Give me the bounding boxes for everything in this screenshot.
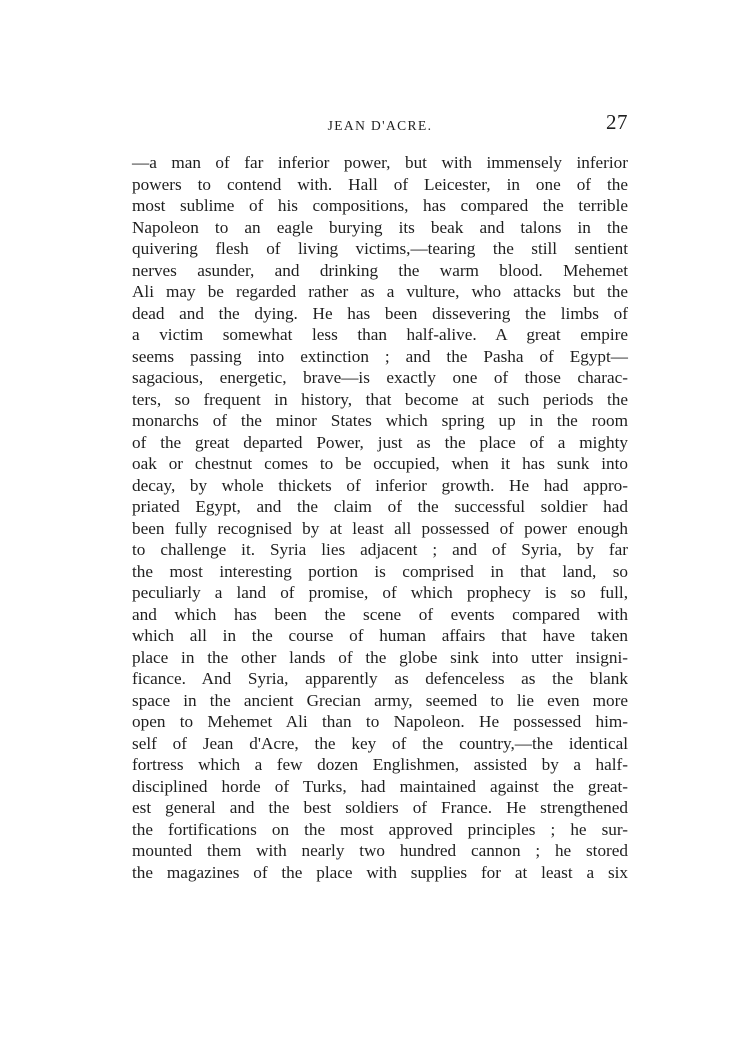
text-line: ters, so frequent in history, that become at such periods the (132, 389, 628, 409)
text-line: Ali may be regarded rather as a vulture, who attacks but the (132, 282, 628, 301)
text-line: self of Jean d'Acre, the key of the country,—the identical (132, 733, 628, 753)
text-line: the magazines of the place with supplies for at least a six (132, 862, 628, 882)
body-text (132, 152, 628, 883)
running-title: JEAN D'ACRE. (327, 118, 433, 133)
text-line: —a man of far inferior power, but with immensely inferior (132, 153, 628, 172)
text-line: oak or chestnut comes to be occupied, when it has sunk into (132, 454, 628, 473)
text-line: and which has been the scene of events compared with (132, 604, 628, 624)
text-line: monarchs of the minor States which spring up in the room (132, 411, 628, 430)
text-line: which all in the course of human affairs that have taken (132, 626, 628, 645)
text-line: Napoleon to an eagle burying its beak and talons in the (132, 217, 628, 237)
text-line: the most interesting portion is comprised in that land, so (132, 561, 628, 581)
text-line: fortress which a few dozen Englishmen, assisted by a half- (132, 755, 628, 774)
text-line: of the great departed Power, just as the place of a mighty (132, 432, 628, 452)
page-number: 27 (606, 110, 628, 134)
running-head (132, 110, 628, 144)
text-line: a victim somewhat less than half-alive. A great empire (132, 325, 628, 344)
text-line: open to Mehemet Ali than to Napoleon. He possessed him- (132, 712, 628, 731)
text-line: powers to contend with. Hall of Leicester, in one of the (132, 174, 628, 194)
text-line: quivering flesh of living victims,—tearing the still sentient (132, 239, 628, 258)
text-line: nerves asunder, and drinking the warm blood. Mehemet (132, 260, 628, 280)
text-line: mounted them with nearly two hundred cannon ; he stored (132, 841, 628, 860)
text-line: seems passing into extinction ; and the Pasha of Egypt— (132, 346, 628, 366)
text-line: been fully recognised by at least all possessed of power enough (132, 518, 628, 538)
text-line: place in the other lands of the globe sink into utter insigni- (132, 647, 628, 667)
text-line: est general and the best soldiers of France. He strengthened (132, 798, 628, 817)
text-line: dead and the dying. He has been dissevering the limbs of (132, 303, 628, 323)
text-line: priated Egypt, and the claim of the successful soldier had (132, 497, 628, 516)
text-line: to challenge it. Syria lies adjacent ; and of Syria, by far (132, 540, 628, 559)
text-line: sagacious, energetic, brave—is exactly one of those charac- (132, 368, 628, 387)
text-line: ficance. And Syria, apparently as defenceless as the blank (132, 669, 628, 688)
text-line: peculiarly a land of promise, of which prophecy is so full, (132, 583, 628, 602)
text-line: space in the ancient Grecian army, seemed to lie even more (132, 690, 628, 710)
text-line: decay, by whole thickets of inferior growth. He had appro- (132, 475, 628, 495)
text-line: most sublime of his compositions, has compared the terrible (132, 196, 628, 215)
text-line: the fortifications on the most approved principles ; he sur- (132, 819, 628, 839)
text-line: disciplined horde of Turks, had maintained against the great- (132, 776, 628, 796)
